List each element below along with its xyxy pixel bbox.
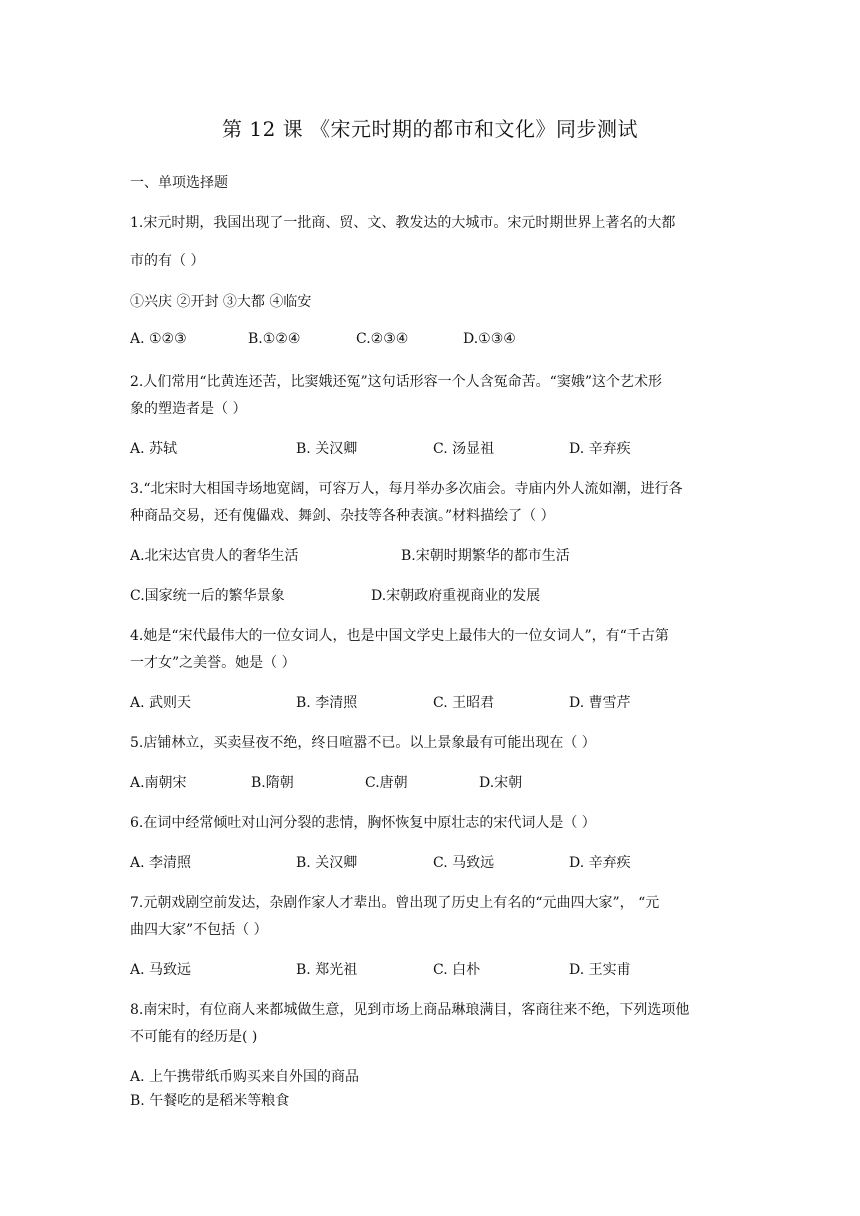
question-4-line-1: 4.她是“宋代最伟大的一位女词人，也是中国文学史上最伟大的一位女词人”，有“千古第: [130, 628, 669, 644]
question-4-option-b: B. 李清照: [296, 695, 358, 711]
question-1-line-2: 市的有（ ）: [130, 253, 205, 269]
question-4-option-c: C. 王昭君: [433, 695, 495, 711]
section-heading: 一、单项选择题: [130, 175, 228, 191]
question-4-option-a: A. 武则天: [130, 695, 192, 711]
question-3-option-c: C.国家统一后的繁华景象: [130, 588, 285, 604]
question-5-line-1: 5.店铺林立，买卖昼夜不绝，终日喧嚣不已。以上景象最有可能出现在（ ）: [130, 735, 596, 751]
question-3-option-a: A.北宋达官贵人的奢华生活: [130, 548, 299, 564]
question-1-option-d: D.①③④: [463, 331, 516, 347]
question-5-option-b: B.隋朝: [251, 775, 294, 791]
question-2-line-2: 象的塑造者是（ ）: [130, 401, 247, 417]
question-3-line-1: 3.“北宋时大相国寺场地宽阔，可容万人，每月举办多次庙会。寺庙内外人流如潮，进行各: [130, 481, 683, 497]
question-2-option-d: D. 辛弃疾: [569, 441, 631, 457]
question-1-line-1: 1.宋元时期，我国出现了一批商、贸、文、教发达的大城市。宋元时期世界上著名的大都: [130, 215, 676, 231]
question-1-option-c: C.②③④: [356, 331, 409, 347]
question-3-line-2: 种商品交易，还有傀儡戏、舞剑、杂技等各种表演。”材料描绘了（ ）: [130, 508, 555, 524]
question-7-line-1: 7.元朝戏剧空前发达，杂剧作家人才辈出。曾出现了历史上有名的“元曲四大家”， “元: [130, 895, 660, 911]
question-1-option-b: B.①②④: [248, 331, 301, 347]
question-2-option-a: A. 苏轼: [130, 441, 178, 457]
question-3-option-d: D.宋朝政府重视商业的发展: [371, 588, 541, 604]
question-4-option-d: D. 曹雪芹: [569, 695, 631, 711]
question-5-option-c: C.唐朝: [365, 775, 408, 791]
question-8-line-2: 不可能有的经历是( ): [130, 1029, 258, 1045]
question-7-option-a: A. 马致远: [130, 962, 192, 978]
question-2-option-b: B. 关汉卿: [296, 441, 358, 457]
question-2-option-c: C. 汤显祖: [433, 441, 495, 457]
question-6-option-a: A. 李清照: [130, 855, 192, 871]
page-title: 第 12 课 《宋元时期的都市和文化》同步测试: [221, 117, 639, 141]
question-8-option-b: B. 午餐吃的是稻米等粮食: [130, 1093, 290, 1109]
question-7-option-d: D. 王实甫: [569, 962, 631, 978]
question-7-option-c: C. 白朴: [433, 962, 481, 978]
question-5-option-d: D.宋朝: [479, 775, 523, 791]
question-7-line-2: 曲四大家”不包括（ ）: [130, 922, 268, 938]
question-2-line-1: 2.人们常用“比黄连还苦，比窦娥还冤”这句话形容一个人含冤命苦。“窦娥”这个艺术形: [130, 374, 662, 390]
question-3-option-b: B.宋朝时期繁华的都市生活: [401, 548, 570, 564]
question-4-line-2: 一才女”之美誉。她是（ ）: [130, 655, 296, 671]
question-1-items: ①兴庆 ②开封 ③大都 ④临安: [130, 294, 312, 310]
question-6-option-d: D. 辛弃疾: [569, 855, 631, 871]
question-1-option-a: A. ①②③: [130, 331, 187, 347]
question-5-option-a: A.南朝宋: [130, 775, 187, 791]
question-6-option-b: B. 关汉卿: [296, 855, 358, 871]
question-6-line-1: 6.在词中经常倾吐对山河分裂的悲情，胸怀恢复中原壮志的宋代词人是（ ）: [130, 815, 596, 831]
question-8-line-1: 8.南宋时，有位商人来都城做生意，见到市场上商品琳琅满目，客商往来不绝，下列选项他: [130, 1002, 690, 1018]
question-6-option-c: C. 马致远: [433, 855, 495, 871]
question-7-option-b: B. 郑光祖: [296, 962, 358, 978]
question-8-option-a: A. 上午携带纸币购买来自外国的商品: [130, 1069, 360, 1085]
